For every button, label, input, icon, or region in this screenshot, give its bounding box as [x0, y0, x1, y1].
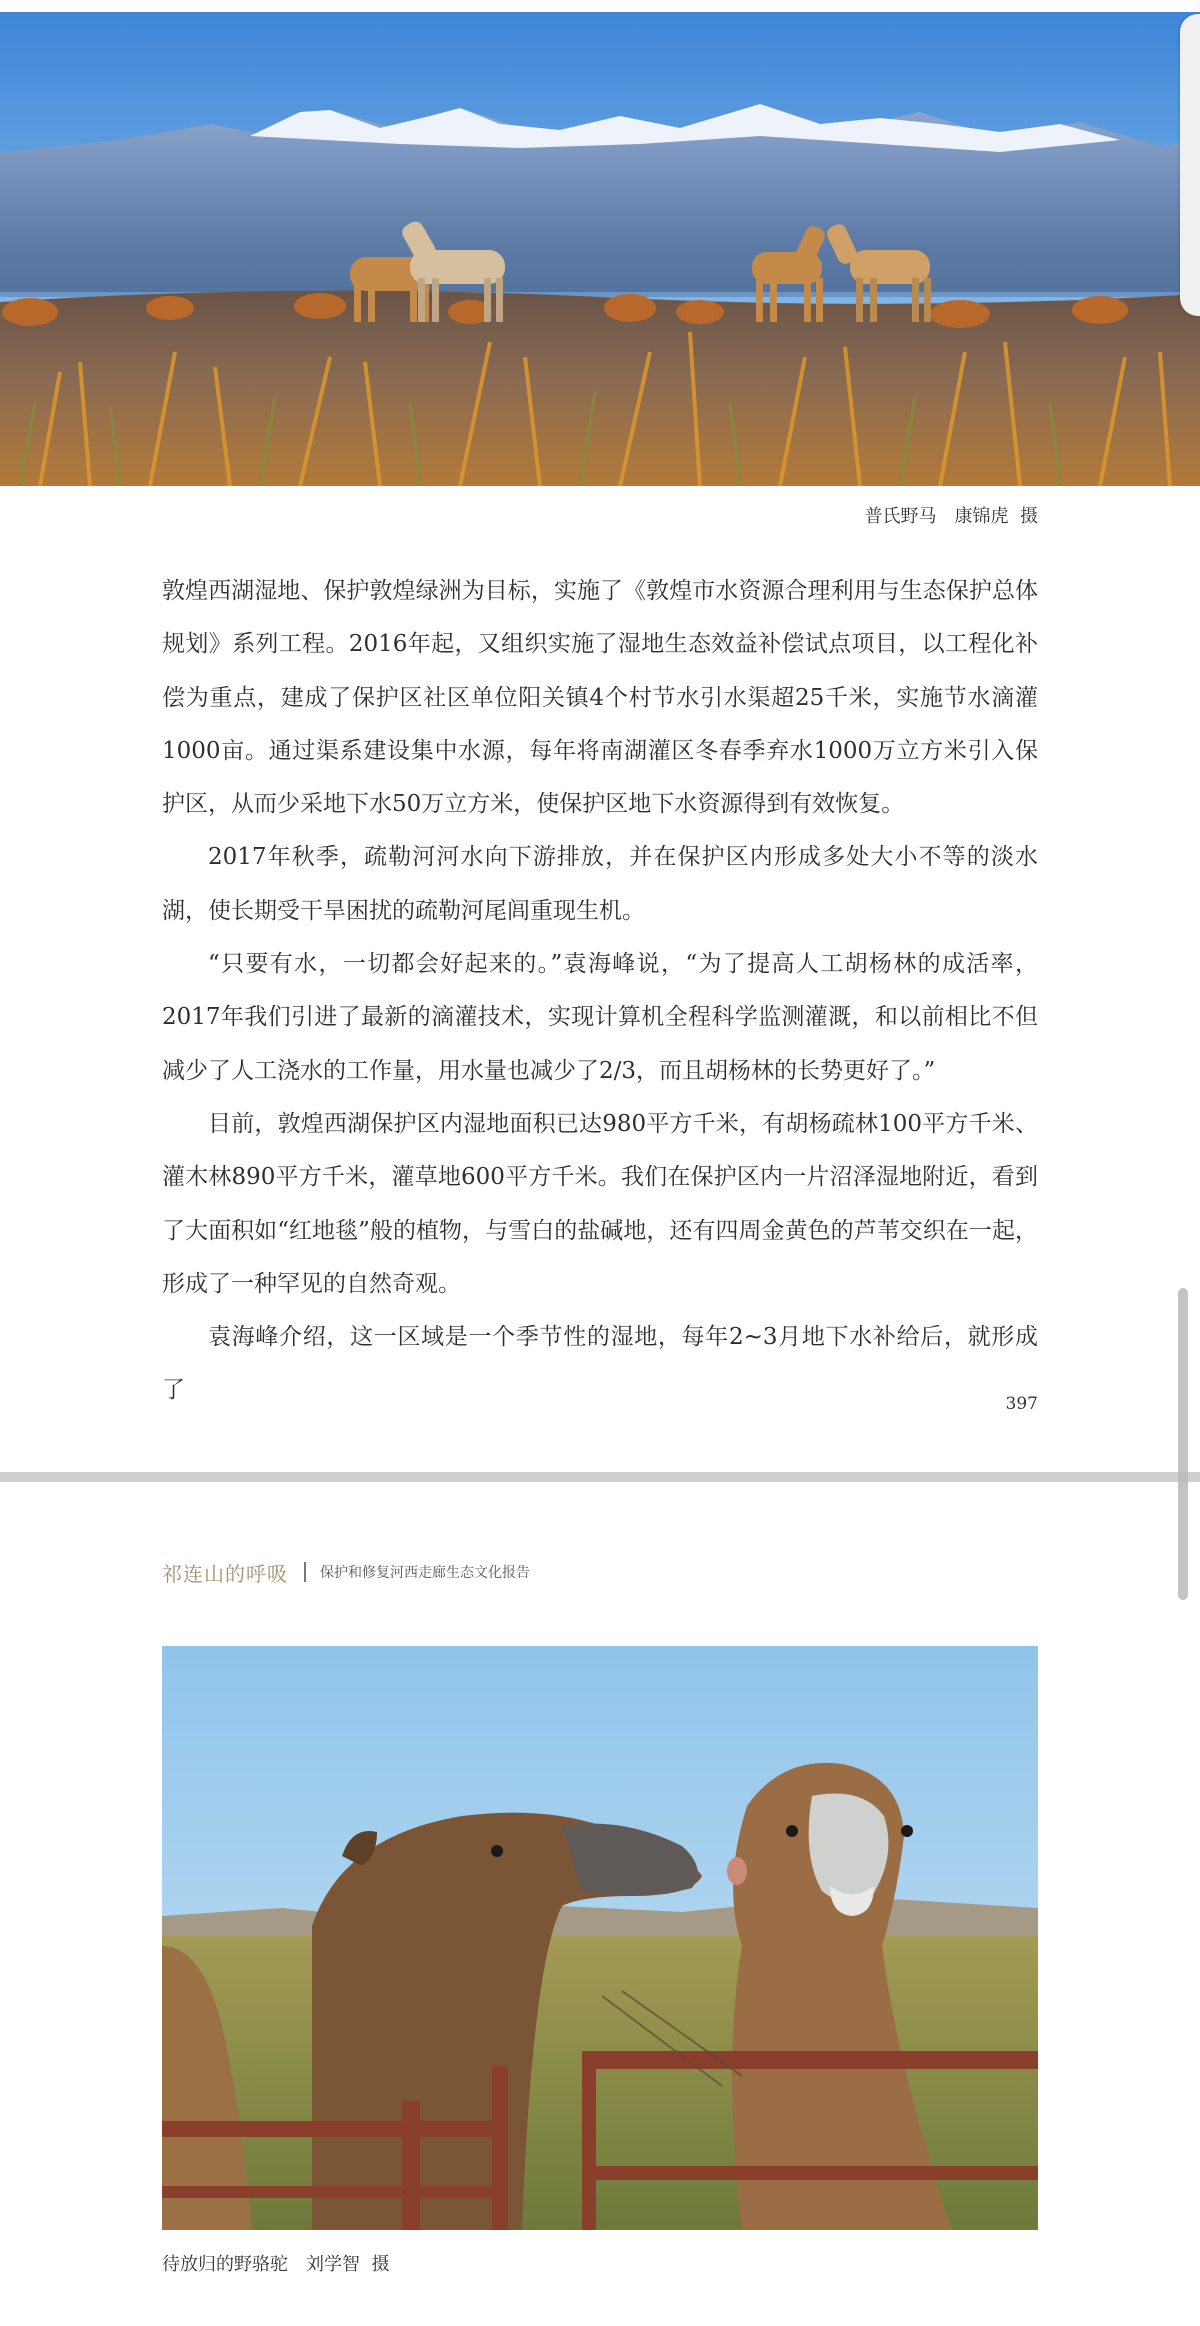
camels-photo — [162, 1646, 1038, 2230]
body-text — [162, 565, 1038, 1418]
page-divider — [0, 1472, 1200, 1482]
running-header — [162, 1557, 530, 1587]
paragraph-4: 目前，敦煌西湖保护区内湿地面积已达980平方千米，有胡杨疏林100平方千米、灌木林890平方千米，灌草地600平方千米。我们在保护区内一片沼泽湿地附近，看到了大面积如“红地毯”般的植物，与雪白的盐碱地，还有四周金黄色的芦苇交织在一起，形成了一种罕见的自然奇观。 — [162, 1110, 1038, 1297]
paragraph-1: 敦煌西湖湿地、保护敦煌绿洲为目标，实施了《敦煌市水资源合理利用与生态保护总体规划》系列工程。2016年起，又组织实施了湿地生态效益补偿试点项目，以工程化补偿为重点，建成了保护区社区单位阳关镇4个村节水引水渠超25千米，实施节水滴灌1000亩。通过渠系建设集中水源，每年将南湖灌区冬春季弃水1000万立方米引入保护区，从而少采地下水50万立方米，使保护区地下水资源得到有效恢复。 — [162, 578, 1038, 818]
paragraph-5: 袁海峰介绍，这一区域是一个季节性的湿地，每年2~3月地下水补给后，就形成了 — [162, 1324, 1038, 1404]
book-title: 祁连山的呼吸 — [162, 1561, 288, 1586]
page-number: 397 — [1005, 1394, 1038, 1414]
top-strip — [0, 0, 1200, 12]
photo-caption-camels: 待放归的野骆驼 刘学智 摄 — [162, 2254, 390, 2275]
book-subtitle: 保护和修复河西走廊生态文化报告 — [320, 1565, 530, 1581]
paragraph-2: 2017年秋季，疏勒河河水向下游排放，并在保护区内形成多处大小不等的淡水湖，使长期受干旱困扰的疏勒河尾闾重现生机。 — [162, 844, 1038, 924]
header-separator — [304, 1562, 306, 1582]
scrollbar-thumb[interactable] — [1178, 1288, 1188, 1600]
side-pull-tab[interactable] — [1180, 14, 1200, 316]
wild-horses-photo — [0, 12, 1200, 486]
photo-caption-horses: 普氏野马 康锦虎 摄 — [864, 506, 1038, 527]
paragraph-3: “只要有水，一切都会好起来的。”袁海峰说，“为了提高人工胡杨林的成活率，2017年我们引进了最新的滴灌技术，实现计算机全程科学监测灌溉，和以前相比不但减少了人工浇水的工作量，用水量也减少了2/3，而且胡杨林的长势更好了。” — [162, 951, 1038, 1084]
